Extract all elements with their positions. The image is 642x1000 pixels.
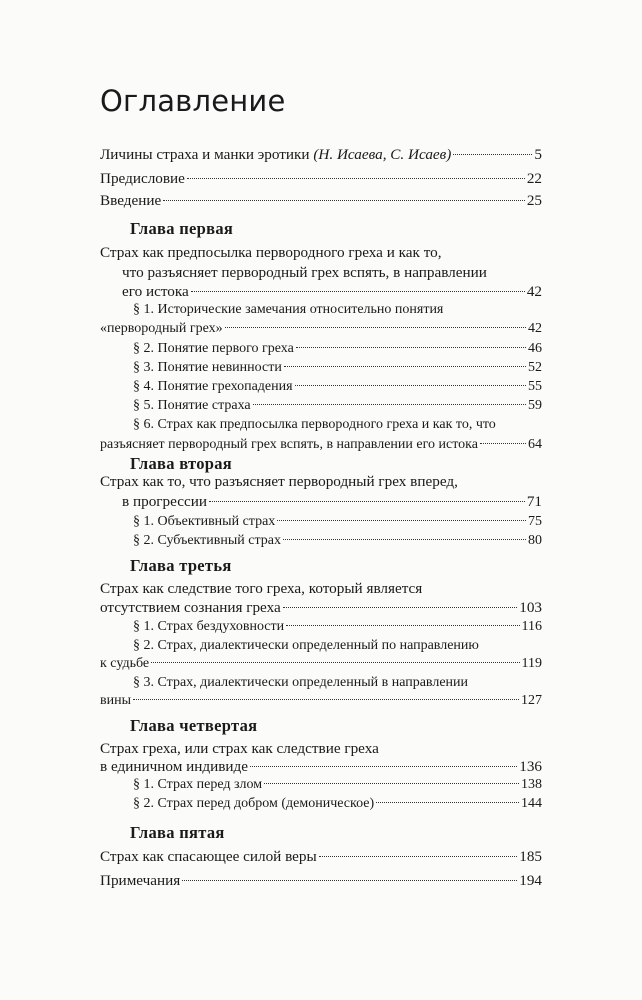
entry-text: § 1. Объективный страх — [133, 514, 276, 529]
entry-text: Страх как следствие того греха, который является — [100, 580, 423, 597]
page-number: 59 — [528, 398, 542, 413]
entry-text: его истока — [122, 283, 189, 300]
dot-leader — [295, 385, 526, 386]
entry-text: Страх как предпосылка первородного греха и как то, — [100, 244, 442, 261]
entry-authors: (Н. Исаева, С. Исаев) — [313, 146, 452, 163]
page-number: 144 — [521, 796, 542, 811]
entry-text: Примечания — [100, 872, 181, 889]
dot-leader — [296, 347, 526, 348]
page-number: 127 — [521, 693, 542, 708]
entry-text: Предисловие — [100, 170, 185, 187]
entry-text: § 1. Страх перед злом — [133, 777, 263, 792]
dot-leader — [283, 539, 526, 540]
toc-entry-ch4-s1[interactable] — [133, 776, 542, 794]
entry-text: § 1. Исторические замечания относительно понятия — [133, 302, 444, 317]
entry-text: § 2. Страх, диалектически определенный по направлению — [133, 638, 479, 653]
toc-entry-ch1-s6[interactable] — [100, 436, 542, 454]
entry-text: Введение — [100, 192, 162, 209]
page-number: 42 — [528, 321, 542, 336]
toc-entry-introduction[interactable] — [100, 192, 542, 210]
dot-leader — [187, 178, 525, 179]
chapter-heading: Глава четвертая — [130, 716, 258, 735]
dot-leader — [283, 607, 517, 608]
page-number: 136 — [519, 758, 542, 775]
chapter-heading: Глава вторая — [130, 454, 233, 473]
page-number: 116 — [521, 619, 542, 634]
dot-leader — [286, 625, 519, 626]
dot-leader — [253, 404, 526, 405]
toc-entry-ch2[interactable] — [122, 493, 542, 511]
entry-text: разъясняет первородный грех вспять, в направлении его истока — [100, 437, 478, 452]
toc-entry-ch1-s4[interactable] — [133, 378, 542, 396]
chapter-heading: Глава первая — [130, 219, 234, 238]
dot-leader — [453, 154, 532, 155]
page-number: 22 — [526, 170, 542, 187]
dot-leader — [151, 662, 519, 663]
toc-entry-ch2-s1[interactable] — [133, 513, 542, 531]
page-number: 25 — [526, 192, 542, 209]
toc-entry-ch1-s5[interactable] — [133, 397, 542, 415]
entry-text: что разъясняет первородный грех вспять, в направлении — [122, 264, 487, 281]
entry-text: в единичном индивиде — [100, 758, 248, 775]
dot-leader — [191, 291, 525, 292]
entry-text: Страх греха, или страх как следствие греха — [100, 740, 379, 757]
page-number: 46 — [528, 341, 542, 356]
page-number: 185 — [519, 848, 542, 865]
entry-text: § 2. Страх перед добром (демоническое) — [133, 796, 375, 811]
page-number: 103 — [519, 599, 542, 616]
page-number: 42 — [526, 283, 542, 300]
toc-entry-ch1[interactable] — [122, 283, 542, 301]
page-number: 138 — [521, 777, 542, 792]
toc-entry-ch3-s2[interactable] — [100, 655, 542, 673]
entry-text: «первородный грех» — [100, 321, 223, 336]
toc-entry-ch5[interactable] — [100, 848, 542, 866]
dot-leader — [133, 699, 519, 700]
toc-entry-ch2-s2[interactable] — [133, 532, 542, 550]
dot-leader — [264, 783, 519, 784]
page-number: 194 — [519, 872, 542, 889]
dot-leader — [319, 856, 517, 857]
entry-text: отсутствием сознания греха — [100, 599, 281, 616]
entry-text: § 1. Страх бездуховности — [133, 619, 285, 634]
entry-text: § 3. Страх, диалектически определенный в направлении — [133, 675, 469, 690]
page-number: 80 — [528, 533, 542, 548]
chapter-heading: Глава пятая — [130, 823, 225, 842]
entry-text: вины — [100, 693, 132, 708]
page-number: 64 — [528, 437, 542, 452]
toc-entry-foreword[interactable] — [100, 170, 542, 188]
dot-leader — [277, 520, 526, 521]
entry-text: Страх как то, что разъясняет первородный грех вперед, — [100, 473, 458, 490]
dot-leader — [250, 766, 517, 767]
entry-text: Страх как спасающее силой веры — [100, 848, 317, 865]
page-number: 5 — [534, 146, 542, 163]
dot-leader — [209, 501, 525, 502]
toc-entry-ch4-s2[interactable] — [133, 795, 542, 813]
entry-text: § 4. Понятие грехопадения — [133, 379, 293, 394]
toc-entry-ch3-s1[interactable] — [133, 618, 542, 636]
page-number: 119 — [521, 656, 542, 671]
entry-text: § 2. Субъективный страх — [133, 533, 281, 548]
dot-leader — [480, 443, 526, 444]
toc-entry-ch4[interactable] — [100, 758, 542, 776]
page-number: 52 — [528, 360, 542, 375]
entry-text: Личины страха и манки эротики — [100, 146, 314, 163]
toc-entry-ch3[interactable] — [100, 599, 542, 617]
toc-entry-ch3-s3[interactable] — [100, 692, 542, 710]
page-number: 55 — [528, 379, 542, 394]
page-number: 71 — [526, 493, 542, 510]
entry-text: в прогрессии — [122, 493, 207, 510]
dot-leader — [182, 880, 517, 881]
toc-entry-preface-essay[interactable] — [100, 146, 542, 164]
toc-entry-notes[interactable] — [100, 872, 542, 890]
dot-leader — [163, 200, 525, 201]
entry-text: § 6. Страх как предпосылка первородного греха и как то, что — [133, 417, 496, 432]
entry-text: к судьбе — [100, 656, 150, 671]
entry-text: § 3. Понятие невинности — [133, 360, 282, 375]
toc-entry-ch1-s2[interactable] — [133, 340, 542, 358]
toc-entry-ch1-s1[interactable] — [100, 320, 542, 338]
entry-text: § 2. Понятие первого греха — [133, 341, 294, 356]
dot-leader — [376, 802, 519, 803]
entry-text: § 5. Понятие страха — [133, 398, 251, 413]
toc-entry-ch1-s3[interactable] — [133, 359, 542, 377]
dot-leader — [225, 327, 526, 328]
toc-title: Оглавление — [100, 84, 286, 118]
chapter-heading: Глава третья — [130, 556, 232, 575]
page-number: 75 — [528, 514, 542, 529]
dot-leader — [284, 366, 526, 367]
